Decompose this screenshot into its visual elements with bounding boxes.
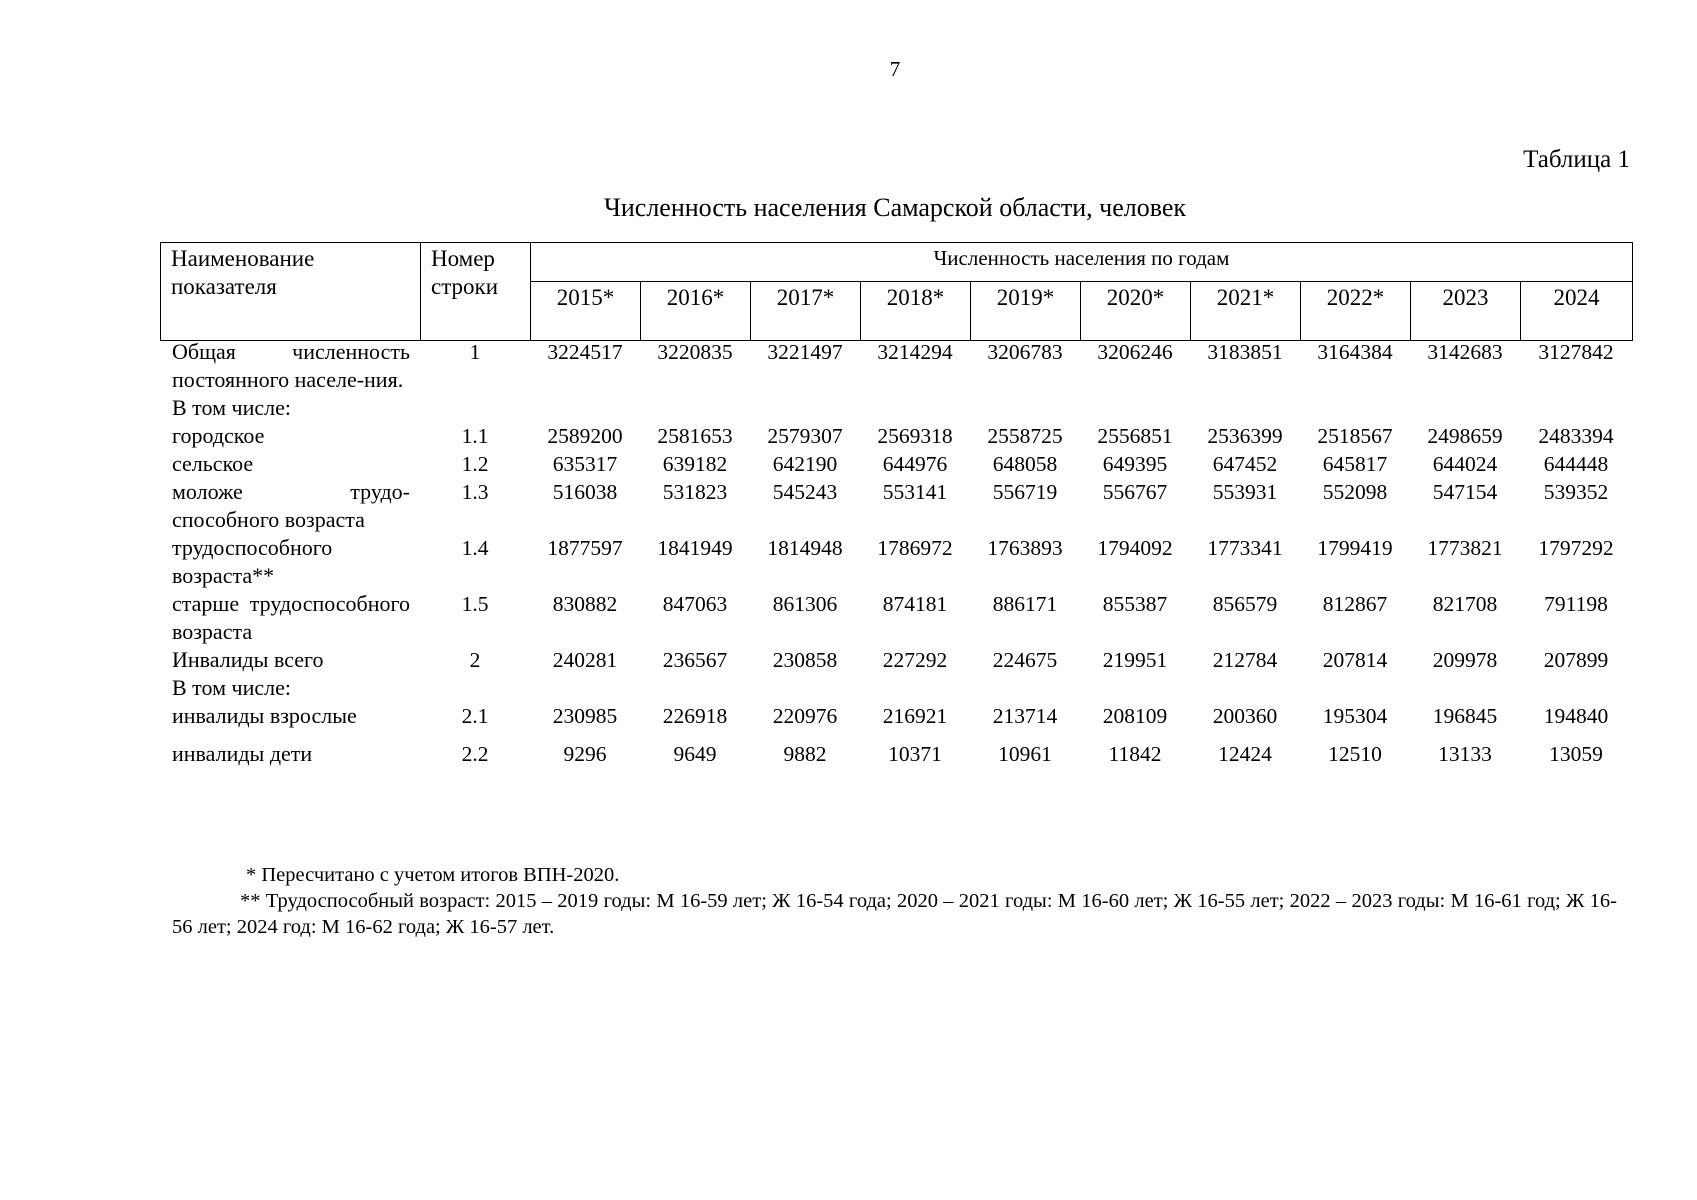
cell-value: 642190 [772, 452, 838, 476]
cell-value: 1877597 [547, 536, 623, 560]
cell-value: 855387 [1102, 592, 1168, 616]
table-row [160, 590, 1632, 646]
cell-value: 553141 [882, 480, 948, 504]
cell-value: 12424 [1218, 742, 1272, 766]
cell-value: 1786972 [877, 536, 953, 560]
table-title: Численность населения Самарской области, человек [603, 193, 1187, 222]
cell-value: 1773821 [1427, 536, 1503, 560]
cell-value: 1799419 [1317, 536, 1393, 560]
row-label: В том числе: [172, 675, 291, 700]
cell-value: 1841949 [657, 536, 733, 560]
cell-value [860, 394, 970, 422]
row-label: сельское [172, 451, 254, 476]
cell-value: 3214294 [877, 340, 953, 364]
header-row-number: Номер строки [421, 243, 531, 341]
footnote-working-age: ** Трудоспособный возраст: 2015 – 2019 годы: М 16-59 лет; Ж 16-54 года; 2020 – 2021 годы: М 16-60 лет; Ж 16-55 лет; 2022 – 2023 годы: М 16-61 год; Ж 16-56 лет; 2024 год: М 16-62 года; Ж 16-57 лет. [172, 890, 1617, 938]
cell-value: 2518567 [1317, 424, 1393, 448]
cell-value: 1797292 [1538, 536, 1614, 560]
page-number: 7 [889, 57, 901, 81]
cell-value: 644024 [1432, 452, 1498, 476]
row-label: инвалиды взрослые [172, 703, 357, 728]
header-year: 2019* [971, 282, 1081, 341]
row-number [420, 394, 530, 422]
cell-value: 220976 [772, 704, 838, 728]
cell-value: 647452 [1212, 452, 1278, 476]
cell-value [970, 394, 1080, 422]
cell-value [1300, 394, 1410, 422]
row-number: 1.1 [461, 424, 489, 448]
table-row [160, 338, 1632, 394]
cell-value: 2579307 [767, 424, 843, 448]
cell-value: 2536399 [1207, 424, 1283, 448]
header-year: 2024 [1521, 282, 1633, 341]
table-row [160, 646, 1632, 674]
cell-value [640, 674, 750, 702]
cell-value: 212784 [1212, 648, 1278, 672]
cell-value: 553931 [1212, 480, 1278, 504]
row-number: 2.2 [461, 742, 489, 766]
cell-value [750, 674, 860, 702]
cell-value: 200360 [1212, 704, 1278, 728]
cell-value: 2483394 [1538, 424, 1614, 448]
cell-value: 9882 [783, 742, 827, 766]
header-year: 2017* [751, 282, 861, 341]
cell-value: 213714 [992, 704, 1058, 728]
data-table [160, 338, 1632, 768]
row-number: 1.2 [461, 452, 489, 476]
cell-value: 556719 [992, 480, 1058, 504]
cell-value: 227292 [882, 648, 948, 672]
header-year: 2022* [1301, 282, 1411, 341]
header-year: 2016* [641, 282, 751, 341]
table-row [160, 450, 1632, 478]
cell-value: 208109 [1102, 704, 1168, 728]
cell-value [1520, 394, 1632, 422]
row-label: трудоспособного возраста** [172, 535, 333, 588]
cell-value: 9649 [673, 742, 717, 766]
row-number: 1 [469, 340, 481, 364]
row-label: старше трудоспособного возраста [172, 591, 410, 644]
cell-value: 196845 [1432, 704, 1498, 728]
cell-value [1080, 674, 1190, 702]
cell-value: 644448 [1543, 452, 1609, 476]
cell-value [1520, 674, 1632, 702]
cell-value: 3142683 [1427, 340, 1503, 364]
cell-value: 645817 [1322, 452, 1388, 476]
cell-value: 539352 [1543, 480, 1609, 504]
header-year: 2018* [861, 282, 971, 341]
cell-value: 3183851 [1207, 340, 1283, 364]
cell-value: 545243 [772, 480, 838, 504]
row-number: 1.3 [461, 480, 489, 504]
cell-value: 649395 [1102, 452, 1168, 476]
row-label: городское [172, 423, 265, 448]
table-header [160, 242, 1633, 341]
row-label: В том числе: [172, 395, 291, 420]
cell-value [1080, 394, 1190, 422]
cell-value: 2556851 [1097, 424, 1173, 448]
cell-value [1300, 674, 1410, 702]
cell-value: 10961 [998, 742, 1052, 766]
cell-value: 821708 [1432, 592, 1498, 616]
table-row [160, 394, 1632, 422]
header-year: 2015* [531, 282, 641, 341]
cell-value: 3127842 [1538, 340, 1614, 364]
cell-value: 3224517 [547, 340, 623, 364]
cell-value: 644976 [882, 452, 948, 476]
cell-value: 547154 [1432, 480, 1498, 504]
cell-value: 207899 [1543, 648, 1609, 672]
cell-value: 856579 [1212, 592, 1278, 616]
row-label: Инвалиды всего [172, 647, 324, 672]
table-row [160, 730, 1632, 768]
cell-value [750, 394, 860, 422]
row-number [420, 674, 530, 702]
cell-value: 2581653 [657, 424, 733, 448]
cell-value: 635317 [552, 452, 618, 476]
table-row [160, 534, 1632, 590]
table-row [160, 422, 1632, 450]
cell-value: 207814 [1322, 648, 1388, 672]
cell-value [1190, 674, 1300, 702]
table-row [160, 674, 1632, 702]
cell-value: 2558725 [987, 424, 1063, 448]
row-label: Общая численность постоянного населе-ния. [172, 339, 410, 392]
cell-value: 1794092 [1097, 536, 1173, 560]
cell-value: 1773341 [1207, 536, 1283, 560]
header-year: 2021* [1191, 282, 1301, 341]
cell-value: 236567 [662, 648, 728, 672]
cell-value: 3221497 [767, 340, 843, 364]
cell-value: 552098 [1322, 480, 1388, 504]
cell-value: 1763893 [987, 536, 1063, 560]
cell-value: 209978 [1432, 648, 1498, 672]
cell-value: 195304 [1322, 704, 1388, 728]
cell-value: 230985 [552, 704, 618, 728]
cell-value [530, 674, 640, 702]
header-year: 2023 [1411, 282, 1521, 341]
cell-value: 226918 [662, 704, 728, 728]
cell-value: 2589200 [547, 424, 623, 448]
cell-value: 224675 [992, 648, 1058, 672]
row-label: инвалиды дети [172, 741, 313, 766]
cell-value: 12510 [1328, 742, 1382, 766]
cell-value [1190, 394, 1300, 422]
cell-value: 874181 [882, 592, 948, 616]
row-number: 1.4 [461, 536, 489, 560]
cell-value: 240281 [552, 648, 618, 672]
cell-value: 791198 [1544, 592, 1608, 616]
cell-value: 13133 [1438, 742, 1492, 766]
cell-value: 1814948 [767, 536, 843, 560]
cell-value: 13059 [1549, 742, 1603, 766]
cell-value: 9296 [563, 742, 607, 766]
cell-value: 10371 [888, 742, 942, 766]
cell-value: 3220835 [657, 340, 733, 364]
cell-value: 531823 [662, 480, 728, 504]
cell-value: 648058 [992, 452, 1058, 476]
cell-value [1410, 394, 1520, 422]
cell-value: 2569318 [877, 424, 953, 448]
cell-value: 219951 [1102, 648, 1168, 672]
row-label: моложе трудо-способного возраста [172, 479, 410, 532]
cell-value: 886171 [992, 592, 1058, 616]
cell-value [640, 394, 750, 422]
cell-value: 861306 [772, 592, 838, 616]
row-number: 2 [469, 648, 481, 672]
header-year: 2020* [1081, 282, 1191, 341]
cell-value: 3164384 [1317, 340, 1393, 364]
table-label: Таблица 1 [1523, 146, 1630, 173]
cell-value: 639182 [662, 452, 728, 476]
row-number: 1.5 [461, 592, 489, 616]
cell-value: 11842 [1108, 742, 1162, 766]
table-row [160, 478, 1632, 534]
cell-value: 230858 [772, 648, 838, 672]
cell-value: 3206783 [987, 340, 1063, 364]
cell-value [1410, 674, 1520, 702]
cell-value: 2498659 [1427, 424, 1503, 448]
header-years-group: Численность населения по годам [531, 243, 1633, 282]
cell-value: 516038 [552, 480, 618, 504]
cell-value [530, 394, 640, 422]
header-indicator-name: Наименование показателя [161, 243, 421, 341]
cell-value: 812867 [1322, 592, 1388, 616]
cell-value: 847063 [662, 592, 728, 616]
cell-value [970, 674, 1080, 702]
cell-value: 830882 [552, 592, 618, 616]
cell-value: 556767 [1102, 480, 1168, 504]
footnotes [172, 862, 1617, 940]
footnote-recalculated: * Пересчитано с учетом итогов ВПН-2020. [246, 864, 620, 886]
cell-value: 3206246 [1097, 340, 1173, 364]
row-number: 2.1 [461, 704, 489, 728]
cell-value: 194840 [1543, 704, 1609, 728]
table-row [160, 702, 1632, 730]
cell-value: 216921 [882, 704, 948, 728]
cell-value [860, 674, 970, 702]
